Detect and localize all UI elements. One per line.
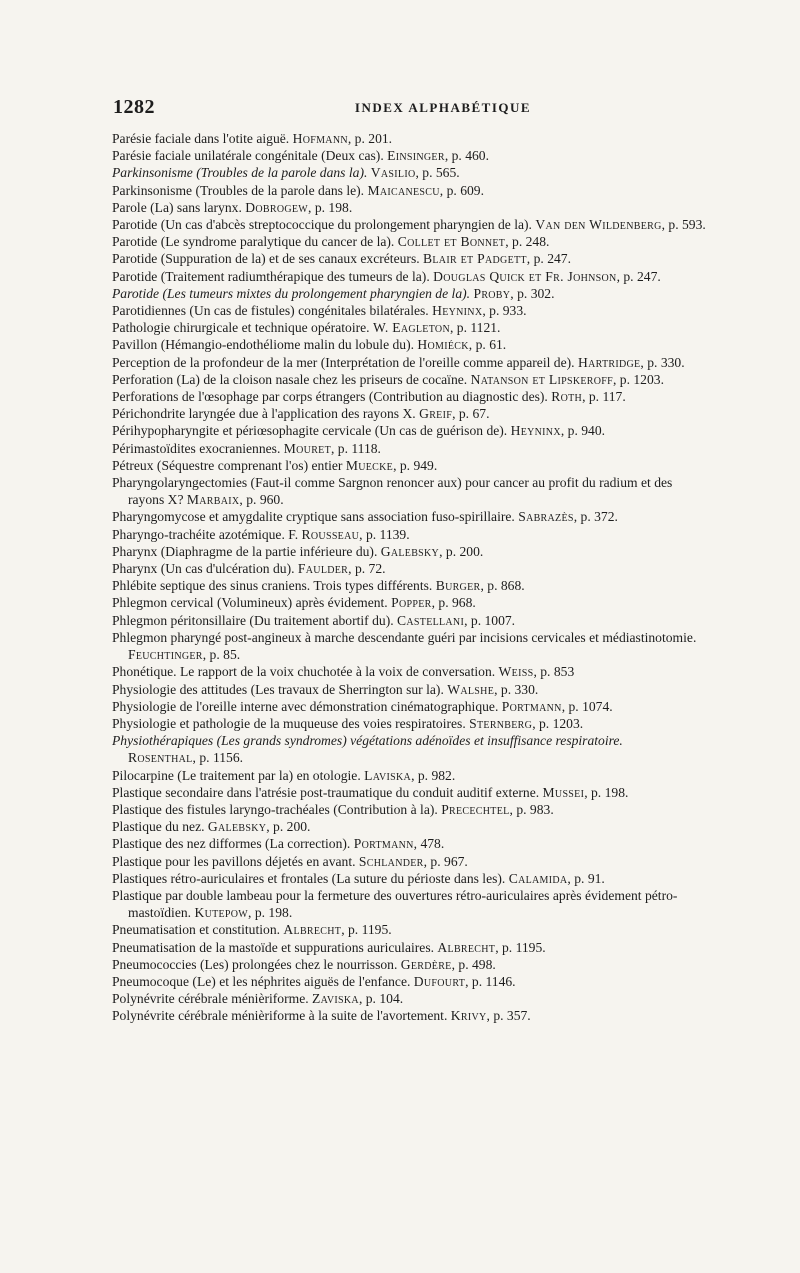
entry-authors: Krivy [450,1008,487,1024]
index-entry [112,182,708,199]
index-entry [112,268,708,285]
entry-authors: Faulder [297,561,349,577]
entry-title: Parole (La) sans larynx. [112,199,246,215]
entry-page-ref: , p. 61. [468,337,507,353]
index-entry [112,405,708,422]
index-entry [112,732,708,766]
index-entry [112,784,708,801]
entry-page-ref: , p. 247. [616,268,661,284]
index-entry [112,164,708,181]
index-entry [112,302,708,319]
entry-title: Plastique pour les pavillons déjetés en avant. [112,853,359,869]
entry-authors: Mussei [542,784,585,800]
entry-page-ref: , p. 117. [582,389,626,405]
index-entry [112,629,708,663]
entry-title: Plastique des nez difformes (La correction). [112,836,354,852]
entry-authors: Dobrogew [245,199,309,215]
entry-page-ref: , p. 248. [505,234,550,250]
entry-authors: Popper [391,595,432,611]
index-entry [112,681,708,698]
entry-authors: Kutepow [194,905,249,921]
entry-title: Polynévrite cérébrale ménièriforme à la suite de l'avortement. [112,1008,451,1024]
entry-page-ref: , p. 940. [560,423,606,439]
entry-page-ref: , p. 609. [439,182,484,198]
entry-title: Phonétique. Le rapport de la voix chuchotée à la voix de conversation. [112,664,499,680]
entry-page-ref: , p. 72. [348,561,386,577]
index-entry [112,767,708,784]
entry-authors: Precechtel [441,801,510,817]
entry-page-ref: , p. 982. [411,767,456,783]
entry-title: Parotide (Un cas d'abcès streptococcique du prolongement pharyngien de la). [112,217,536,233]
entry-authors: Albrecht [437,939,496,955]
index-entry [112,371,708,388]
entry-page-ref: , p. 498. [451,956,496,972]
entry-authors: Feuchtinger [128,647,203,663]
entry-authors: Heyninx [432,303,483,319]
entry-title: Plastique des fistules laryngo-trachéales (Contribution à la). [112,801,442,817]
entry-title: Plastique par double lambeau pour la fermeture des ouvertures rétro-auriculaires après évidement pétro-mastoïdien. [112,887,678,921]
entry-page-ref: , p. 1139. [359,526,410,542]
entry-authors: Walshe [447,681,495,697]
entry-page-ref: , p. 201. [347,131,393,146]
index-entry [112,715,708,732]
index-entry [112,422,708,439]
entry-page-ref: , p. 933. [482,303,527,319]
index-entry [112,388,708,405]
index-entry [112,698,708,715]
entry-authors: Einsinger [387,148,445,164]
entry-page-ref: , p. 1118. [330,440,381,456]
entry-title: Parotidiennes (Un cas de fistules) congénitales bilatérales. [112,303,433,319]
entry-title-italic: Parkinsonisme (Troubles de la parole dans la). [112,165,368,181]
entry-page-ref: , p. 949. [393,457,438,473]
entry-page-ref: , p. 853 [533,664,575,680]
entry-title: Pétreux (Séquestre comprenant l'os) entier [112,457,346,473]
entry-authors: Homiéck [417,337,469,353]
entry-title: Pharyngomycose et amygdalite cryptique sans association fuso-spirillaire. [112,509,519,525]
entry-authors: Galebsky [380,543,440,559]
index-entry [112,990,708,1007]
index-entry [112,508,708,525]
entry-title: Perforation (La) de la cloison nasale chez les priseurs de cocaïne. [112,371,471,387]
index-entry [112,956,708,973]
entry-title: Physiologie et pathologie de la muqueuse des voies respiratoires. [112,715,470,731]
entry-authors: Blair et Padgett [423,251,527,267]
index-entry [112,973,708,990]
index-entry [112,818,708,835]
running-head: INDEX ALPHABÉTIQUE [354,100,532,115]
entry-title: Parésie faciale unilatérale congénitale (Deux cas). [112,148,388,164]
index-entry [112,939,708,956]
entry-title: Plastiques rétro-auriculaires et frontales (La suture du périoste dans les). [112,870,509,886]
entry-page-ref: , p. 1195. [341,922,392,938]
entry-authors: Proby [473,285,511,301]
entry-page-ref: , p. 1156. [192,750,244,766]
entry-title: Parkinsonisme (Troubles de la parole dans le). [112,182,368,198]
index-entry [112,543,708,560]
entry-title: Pneumocoque (Le) et les néphrites aiguës de l'enfance. [112,973,414,989]
index-entry [112,526,708,543]
index-entry [112,457,708,474]
entry-page-ref: , p. 1203. [612,371,664,387]
entry-authors: Douglas Quick et Fr. Johnson [433,268,617,284]
entry-title: Phlébite septique des sinus craniens. Trois types différents. [112,578,436,594]
index-entry [112,336,708,353]
entry-authors: Galebsky [207,819,267,835]
entry-title: Perception de la profondeur de la mer (Interprétation de l'oreille comme appareil de). [112,354,578,370]
entry-page-ref: , p. 67. [452,406,490,422]
entry-authors: Natanson et Lipskeroff [470,371,613,387]
entry-authors: Sabrazès [518,509,574,525]
index-entry [112,216,708,233]
entry-title: Pharynx (Diaphragme de la partie inférieure du). [112,543,381,559]
entry-authors: Mouret [283,440,331,456]
entry-title: Polynévrite cérébrale ménièriforme. [112,991,313,1007]
index-entry [112,853,708,870]
index-entry [112,594,708,611]
entry-page-ref: , p. 91. [567,870,605,886]
entry-page-ref: , p. 200. [266,819,311,835]
entry-authors: Heyninx [510,423,561,439]
entry-title: Plastique secondaire dans l'atrésie post-traumatique du conduit auditif externe. [112,784,543,800]
index-entry [112,147,708,164]
entry-authors: Van den Wildenberg [535,217,662,233]
entry-page-ref: , p. 330. [494,681,539,697]
entry-title: Pharyngolaryngectomies (Faut-il comme Sargnon renoncer aux) pour cancer au profit du radium et des rayons X? [112,475,673,508]
entry-authors: Schlander [358,853,424,869]
entry-authors: Albrecht [283,922,342,938]
entry-title: Physiologie de l'oreille interne avec démonstration cinématographique. [112,698,502,714]
index-entry [112,887,708,921]
entry-title: Pharyngo-trachéite azotémique. F. [112,526,302,542]
entry-title: Parotide (Suppuration de la) et de ses canaux excréteurs. [112,251,424,267]
entry-authors: Castellani [397,612,465,628]
entry-page-ref: , p. 593. [661,217,706,233]
entry-page-ref: , 478. [413,836,445,852]
entry-authors: Gerdère [400,956,452,972]
entry-page-ref: , p. 372. [573,509,618,525]
index-entries [112,130,708,1025]
entry-page-ref: , p. 968. [431,595,476,611]
index-entry [112,354,708,371]
entry-authors: Dufourt [413,973,466,989]
entry-title: Plastique du nez. [112,819,208,835]
entry-title: Pneumococcies (Les) prolongées chez le nourrisson. [112,956,401,972]
entry-title: Parotide (Traitement radiumthérapique des tumeurs de la). [112,268,434,284]
index-entry [112,250,708,267]
entry-page-ref: , p. 85. [202,647,241,663]
entry-page-ref: , p. 200. [439,543,484,559]
entry-authors: Calamida [508,870,568,886]
entry-page-ref: , p. 198. [308,199,353,215]
entry-page-ref: , p. 198. [584,784,629,800]
entry-authors: Sternberg [469,715,533,731]
index-entry [112,870,708,887]
index-entry [112,612,708,629]
entry-authors: Muecke [345,457,394,473]
entry-page-ref: , p. 983. [509,801,554,817]
entry-authors: Laviska [364,767,412,783]
index-entry [112,440,708,457]
index-entry [112,1007,708,1024]
entry-title: Pneumatisation et constitution. [112,922,284,938]
entry-page-ref: , p. 357. [486,1008,531,1024]
entry-authors: Collet et Bonnet [397,234,506,250]
index-entry [112,801,708,818]
index-entry [112,577,708,594]
entry-authors: Weiss [498,664,534,680]
entry-authors: Rousseau [301,526,360,542]
entry-title-italic: Physiothérapiques (Les grands syndromes) végétations adénoïdes et insuffisance respiratoire. [112,733,623,749]
entry-authors: Greif [419,406,453,422]
entry-title: Perforations de l'œsophage par corps étrangers (Contribution au diagnostic des). [112,389,552,405]
entry-authors: Zaviska [312,991,359,1007]
entry-page-ref: , p. 1074. [561,698,613,714]
index-entry [112,233,708,250]
entry-authors: Marbaix [186,492,240,508]
entry-title: Pneumatisation de la mastoïde et suppurations auriculaires. [112,939,438,955]
index-entry [112,285,708,302]
entry-title: Périchondrite laryngée due à l'application des rayons X. [112,406,420,422]
entry-page-ref: , p. 460. [444,148,489,164]
entry-title: Périhypopharyngite et périœsophagite cervicale (Un cas de guérison de). [112,423,511,439]
entry-authors: Burger [435,578,481,594]
entry-title: Phlegmon pharyngé post-angineux à marche descendante guéri par incisions cervicales et médiastinotomie. [112,629,697,645]
entry-title: Parotide (Le syndrome paralytique du cancer de la). [112,234,398,250]
entry-page-ref: , p. 1121. [449,320,501,336]
entry-title-italic: Parotide (Les tumeurs mixtes du prolongement pharyngien de la). [112,285,471,301]
index-entry [112,130,708,147]
entry-title: Pharynx (Un cas d'ulcération du). [112,561,298,577]
entry-page-ref: , p. 1146. [465,973,516,989]
entry-authors: Portmann [353,836,414,852]
entry-page-ref: , p. 1203. [532,715,584,731]
entry-authors: Hofmann [292,131,348,146]
entry-page-ref: , p. 104. [358,991,404,1007]
index-entry [112,560,708,577]
index-entry [112,199,708,216]
entry-authors: Vasilio [370,165,416,181]
entry-authors: Rosenthal [128,750,193,766]
entry-page-ref: , p. 247. [526,251,571,267]
entry-authors: Portmann [501,698,562,714]
entry-page-ref: , p. 565. [415,165,460,181]
entry-page-ref: , p. 1195. [495,939,546,955]
entry-title: Pathologie chirurgicale et technique opératoire. [112,320,373,336]
entry-page-ref: , p. 960. [239,492,284,508]
entry-title: Phlegmon péritonsillaire (Du traitement abortif du). [112,612,398,628]
entry-page-ref: , p. 1007. [464,612,516,628]
entry-title: Parésie faciale dans l'otite aiguë. [112,131,293,146]
entry-authors: Hartridge [577,354,641,370]
entry-page-ref: , p. 330. [640,354,685,370]
entry-page-ref: , p. 198. [248,905,293,921]
entry-page-ref: , p. 868. [480,578,525,594]
entry-page-ref: , p. 967. [423,853,468,869]
index-entry [112,921,708,938]
entry-authors: W. Eagleton [372,320,450,336]
entry-title: Périmastoïdites exocraniennes. [112,440,284,456]
index-entry [112,835,708,852]
entry-title: Pilocarpine (Le traitement par la) en otologie. [112,767,365,783]
entry-title: Physiologie des attitudes (Les travaux de Sherrington sur la). [112,681,448,697]
entry-title: Phlegmon cervical (Volumineux) après évidement. [112,595,392,611]
entry-authors: Roth [551,389,583,405]
entry-title: Pavillon (Hémangio-endothéliome malin du lobule du). [112,337,418,353]
page-number: 1282 [113,96,155,118]
index-entry [112,663,708,680]
entry-page-ref: , p. 302. [510,285,555,301]
page-header [113,96,713,120]
index-entry [112,474,708,508]
index-entry [112,319,708,336]
entry-authors: Maicanescu [367,182,440,198]
